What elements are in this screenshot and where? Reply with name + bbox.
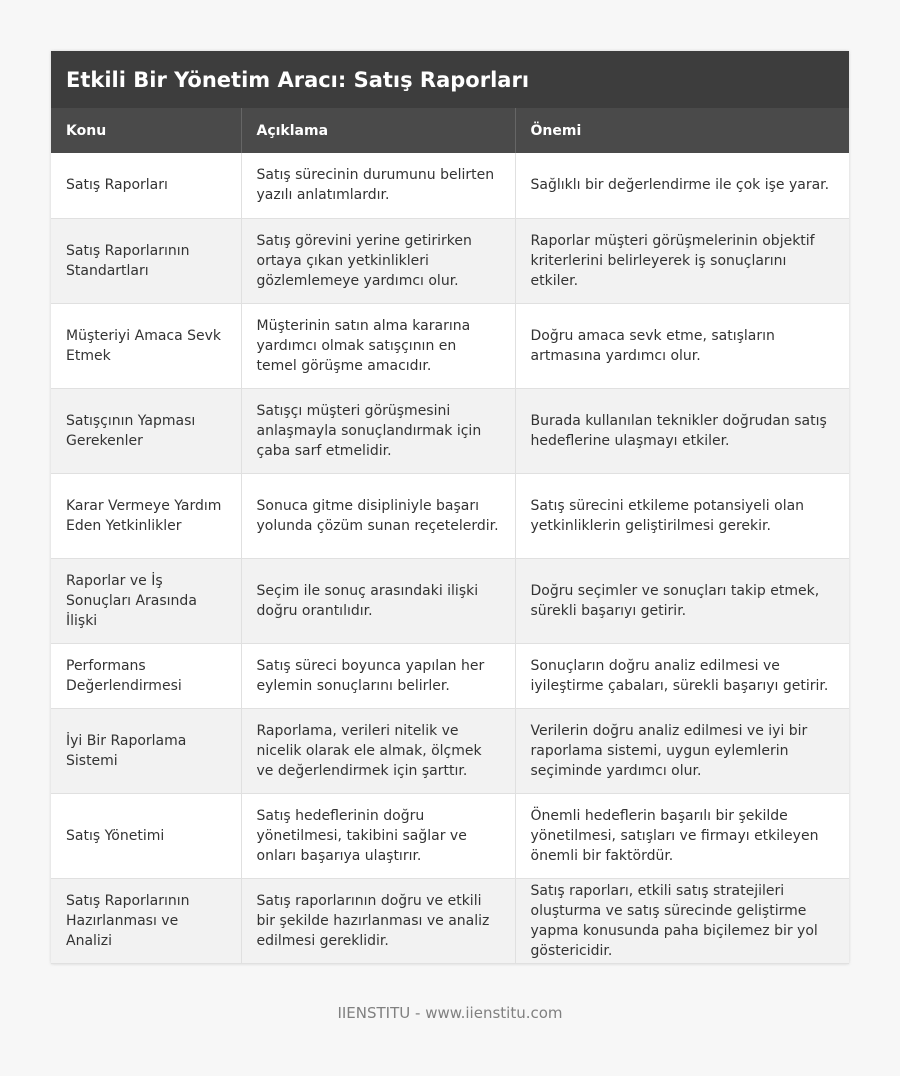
table-row [51,153,849,218]
cell-aciklama: Sonuca gitme disipliniyle başarı yolunda çözüm sunan reçetelerdir. [241,473,515,558]
cell-onemi: Doğru amaca sevk etme, satışların artmasına yardımcı olur. [515,303,849,388]
cell-onemi: Önemli hedeflerin başarılı bir şekilde yönetilmesi, satışları ve firmayı etkileyen önemli bir faktördür. [515,793,849,878]
cell-konu: Performans Değerlendirmesi [51,643,241,708]
cell-onemi: Sağlıklı bir değerlendirme ile çok işe yarar. [515,153,849,218]
cell-konu: Satış Raporlarının Standartları [51,218,241,303]
cell-aciklama: Seçim ile sonuç arasındaki ilişki doğru orantılıdır. [241,558,515,643]
table-row [51,558,849,643]
column-header-onemi: Önemi [530,122,582,139]
cell-aciklama: Satış süreci boyunca yapılan her eylemin sonuçlarını belirler. [241,643,515,708]
cell-aciklama: Satış raporlarının doğru ve etkili bir şekilde hazırlanması ve analiz edilmesi gereklidir. [241,878,515,963]
cell-aciklama: Müşterinin satın alma kararına yardımcı olmak satışçının en temel görüşme amacıdır. [241,303,515,388]
header-row [51,108,849,153]
cell-konu: Raporlar ve İş Sonuçları Arasında İlişki [51,558,241,643]
cell-onemi: Raporlar müşteri görüşmelerinin objektif kriterlerini belirleyerek iş sonuçlarını etkiler. [515,218,849,303]
cell-konu: Karar Vermeye Yardım Eden Yetkinlikler [51,473,241,558]
table-header [51,108,849,153]
cell-konu: İyi Bir Raporlama Sistemi [51,708,241,793]
cell-onemi: Doğru seçimler ve sonuçları takip etmek, sürekli başarıyı getirir. [515,558,849,643]
cell-konu: Satış Raporları [51,153,241,218]
column-header-konu: Konu [51,108,241,153]
cell-onemi: Satış sürecini etkileme potansiyeli olan yetkinliklerin geliştirilmesi gerekir. [515,473,849,558]
table-row [51,878,849,963]
cell-aciklama: Satışçı müşteri görüşmesini anlaşmayla sonuçlandırmak için çaba sarf etmelidir. [241,388,515,473]
cell-konu: Satış Yönetimi [51,793,241,878]
table-row [51,793,849,878]
cell-onemi: Satış raporları, etkili satış stratejileri oluşturma ve satış sürecinde geliştirme yapma konusunda paha biçilemez bir yol göstericidir. [515,878,849,963]
cell-aciklama: Satış sürecinin durumunu belirten yazılı anlatımlardır. [241,153,515,218]
table-row [51,303,849,388]
table-row [51,708,849,793]
cell-konu: Satışçının Yapması Gerekenler [51,388,241,473]
table-row [51,643,849,708]
column-header-aciklama: Açıklama [241,108,515,153]
cell-onemi: Burada kullanılan teknikler doğrudan satış hedeflerine ulaşmayı etkiler. [515,388,849,473]
cell-onemi: Verilerin doğru analiz edilmesi ve iyi bir raporlama sistemi, uygun eylemlerin seçiminde yardımcı olur. [515,708,849,793]
cell-aciklama: Satış görevini yerine getirirken ortaya çıkan yetkinlikleri gözlemlemeye yardımcı olur. [241,218,515,303]
cell-aciklama: Satış hedeflerinin doğru yönetilmesi, takibini sağlar ve onları başarıya ulaştırır. [241,793,515,878]
cell-konu: Satış Raporlarının Hazırlanması ve Analizi [51,878,241,963]
cell-aciklama: Raporlama, verileri nitelik ve nicelik olarak ele almak, ölçmek ve değerlendirmek için şarttır. [241,708,515,793]
table-row [51,473,849,558]
report-table-card [51,51,849,964]
table-title: Etkili Bir Yönetim Aracı: Satış Raporları [51,51,849,108]
table-row [51,218,849,303]
footer-credit: IIENSTITU - www.iienstitu.com [337,1004,563,1022]
report-table [51,108,849,964]
table-row [51,388,849,473]
cell-onemi: Sonuçların doğru analiz edilmesi ve iyileştirme çabaları, sürekli başarıyı getirir. [515,643,849,708]
cell-konu: Müşteriyi Amaca Sevk Etmek [51,303,241,388]
table-body [51,153,849,963]
